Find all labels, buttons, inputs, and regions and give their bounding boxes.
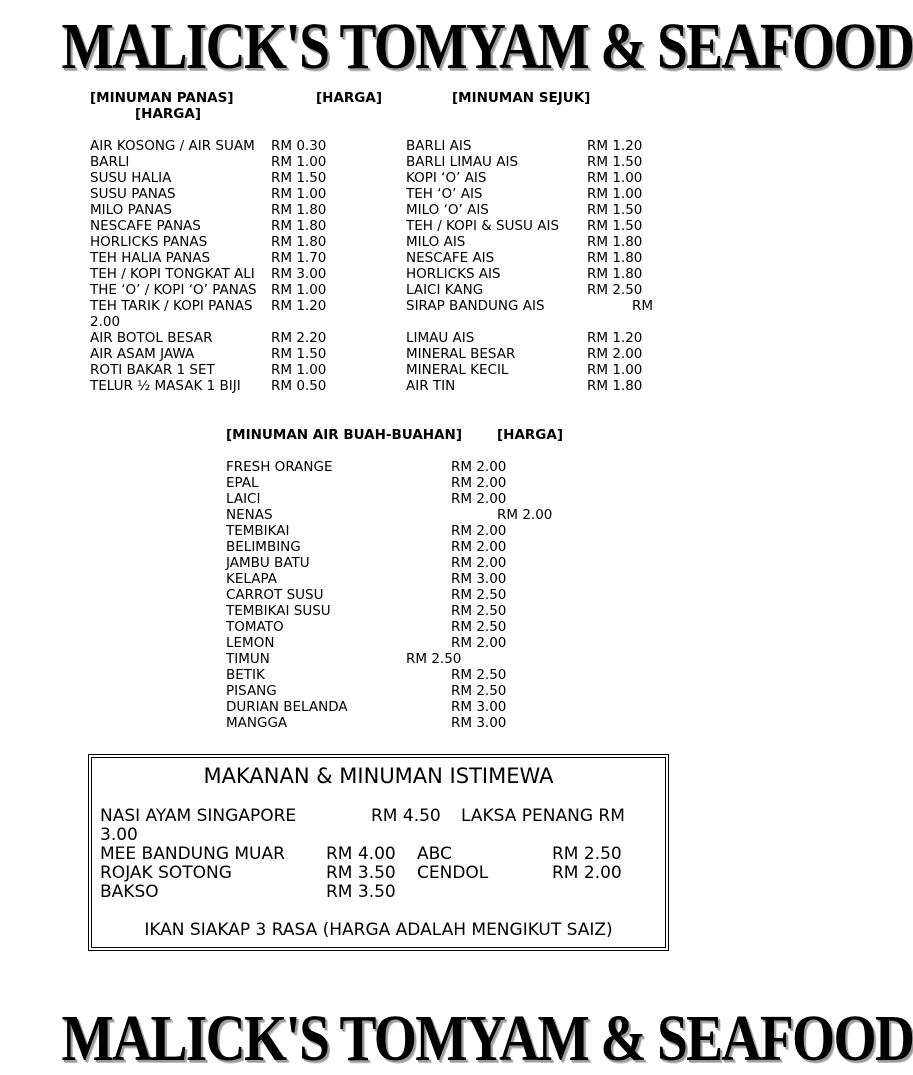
item-price: RM 2.00 <box>587 346 643 362</box>
restaurant-title: MALICK'S TOMYAM & SEAFOOD <box>61 10 913 83</box>
list-item <box>226 635 586 651</box>
list-item <box>226 507 586 523</box>
list-item <box>90 298 390 314</box>
item-price: RM 3.00 <box>451 715 507 731</box>
item-name: DURIAN BELANDA <box>226 699 348 715</box>
list-item <box>226 603 586 619</box>
fruit-drinks-header: [MINUMAN AIR BUAH-BUAHAN] <box>226 427 463 443</box>
special-rojak-price: RM 3.50 <box>326 863 396 883</box>
item-name: TELUR ½ MASAK 1 BIJI <box>90 378 241 394</box>
item-price: RM 1.70 <box>271 250 327 266</box>
list-item <box>406 378 706 394</box>
item-price: RM 1.00 <box>587 170 643 186</box>
item-name: NESCAFE PANAS <box>90 218 201 234</box>
list-item <box>226 683 586 699</box>
item-name: BETIK <box>226 667 265 683</box>
item-name: HORLICKS AIS <box>406 266 501 282</box>
item-name: MILO ‘O’ AIS <box>406 202 489 218</box>
list-item <box>406 362 706 378</box>
item-price: RM 1.20 <box>587 330 643 346</box>
list-item <box>90 170 390 186</box>
item-price: RM 1.00 <box>271 154 327 170</box>
fruit-drinks-list <box>226 459 586 731</box>
special-nasi-ayam: NASI AYAM SINGAPORE <box>100 806 297 826</box>
list-item <box>406 234 706 250</box>
item-price: RM 1.80 <box>587 266 643 282</box>
list-item <box>90 154 390 170</box>
item-price: RM 1.20 <box>587 138 643 154</box>
item-price: RM 2.00 <box>451 539 507 555</box>
specials-box <box>88 754 669 951</box>
item-name: LIMAU AIS <box>406 330 475 346</box>
item-name: AIR KOSONG / AIR SUAM <box>90 138 255 154</box>
item-name: TIMUN <box>226 651 270 667</box>
special-mee: MEE BANDUNG MUAR <box>100 844 285 864</box>
item-name: LAICI KANG <box>406 282 484 298</box>
list-item <box>226 667 586 683</box>
special-abc-price: RM 2.50 <box>552 844 622 864</box>
item-price: RM 2.50 <box>406 651 462 667</box>
item-price: RM 1.00 <box>587 362 643 378</box>
item-price: RM 3.00 <box>271 266 327 282</box>
item-price: RM 3.00 <box>451 571 507 587</box>
special-bakso-price: RM 3.50 <box>326 882 396 902</box>
list-item <box>90 266 390 282</box>
hot-price-header: [HARGA] <box>316 90 383 106</box>
list-item <box>90 346 390 362</box>
item-price: RM 2.00 <box>451 635 507 651</box>
item-price: RM 1.50 <box>271 170 327 186</box>
item-price: RM 2.00 <box>451 491 507 507</box>
item-name: TEH ‘O’ AIS <box>406 186 483 202</box>
list-item <box>226 539 586 555</box>
list-item <box>406 154 706 170</box>
item-name: KOPI ‘O’ AIS <box>406 170 487 186</box>
list-item <box>226 491 586 507</box>
cold-drinks-list <box>406 138 706 394</box>
item-price: RM 1.50 <box>587 202 643 218</box>
list-item <box>90 202 390 218</box>
item-name: SUSU HALIA <box>90 170 172 186</box>
list-item <box>90 330 390 346</box>
list-item <box>90 250 390 266</box>
item-price: RM 1.00 <box>271 186 327 202</box>
list-item <box>90 186 390 202</box>
item-name: PISANG <box>226 683 277 699</box>
item-name: FRESH ORANGE <box>226 459 333 475</box>
list-item <box>406 330 706 346</box>
item-name: MINERAL BESAR <box>406 346 516 362</box>
item-price: RM 1.80 <box>587 378 643 394</box>
list-item <box>406 266 706 282</box>
item-price: RM 1.00 <box>271 282 327 298</box>
item-name: AIR ASAM JAWA <box>90 346 195 362</box>
special-laksa-price: 3.00 <box>100 825 138 845</box>
item-name: TEH TARIK / KOPI PANAS <box>90 298 253 314</box>
item-name: 2.00 <box>90 314 121 330</box>
list-item <box>226 587 586 603</box>
hot-drinks-header: [MINUMAN PANAS] <box>90 90 234 106</box>
item-name: TEH / KOPI & SUSU AIS <box>406 218 560 234</box>
item-price: RM 1.80 <box>271 218 327 234</box>
item-price: RM <box>632 298 654 314</box>
item-price: RM 1.50 <box>587 218 643 234</box>
item-price: RM 1.50 <box>587 154 643 170</box>
item-price: RM 2.00 <box>451 475 507 491</box>
item-name: AIR TIN <box>406 378 456 394</box>
item-name: EPAL <box>226 475 259 491</box>
item-price: RM 0.50 <box>271 378 327 394</box>
special-cendol-price: RM 2.00 <box>552 863 622 883</box>
special-mee-price: RM 4.00 <box>326 844 396 864</box>
item-name: TEMBIKAI SUSU <box>226 603 331 619</box>
item-name: THE ‘O’ / KOPI ‘O’ PANAS <box>90 282 257 298</box>
item-price: RM 2.50 <box>587 282 643 298</box>
cold-drinks-header: [MINUMAN SEJUK] <box>452 90 591 106</box>
item-name: AIR BOTOL BESAR <box>90 330 213 346</box>
special-cendol: CENDOL <box>417 863 489 883</box>
list-item <box>226 715 586 731</box>
list-item <box>226 571 586 587</box>
list-item <box>90 314 390 330</box>
list-item <box>406 218 706 234</box>
list-item <box>226 523 586 539</box>
item-price: RM 2.20 <box>271 330 327 346</box>
item-name: BARLI AIS <box>406 138 472 154</box>
list-item <box>406 250 706 266</box>
list-item <box>226 651 586 667</box>
item-price: RM 2.50 <box>451 667 507 683</box>
special-abc: ABC <box>417 844 452 864</box>
list-item <box>226 555 586 571</box>
list-item <box>90 362 390 378</box>
item-name: KELAPA <box>226 571 277 587</box>
list-item <box>90 138 390 154</box>
item-price: RM 1.80 <box>271 202 327 218</box>
item-price: RM 2.00 <box>451 459 507 475</box>
item-name: BELIMBING <box>226 539 301 555</box>
item-name: ROTI BAKAR 1 SET <box>90 362 215 378</box>
item-name: TEMBIKAI <box>226 523 290 539</box>
item-price: RM 0.30 <box>271 138 327 154</box>
item-name: MINERAL KECIL <box>406 362 509 378</box>
special-rojak: ROJAK SOTONG <box>100 863 232 883</box>
list-item <box>226 459 586 475</box>
item-name: MILO AIS <box>406 234 466 250</box>
item-price: RM 1.20 <box>271 298 327 314</box>
item-price: RM 1.00 <box>587 186 643 202</box>
item-name: CARROT SUSU <box>226 587 324 603</box>
list-item <box>90 378 390 394</box>
item-name: TOMATO <box>226 619 284 635</box>
item-name: SIRAP BANDUNG AIS <box>406 298 545 314</box>
special-laksa: LAKSA PENANG RM <box>461 806 625 826</box>
item-price: RM 2.00 <box>451 555 507 571</box>
item-price: RM 1.80 <box>587 250 643 266</box>
list-item <box>406 186 706 202</box>
item-price: RM 2.50 <box>451 603 507 619</box>
item-name: HORLICKS PANAS <box>90 234 208 250</box>
item-price: RM 2.50 <box>451 587 507 603</box>
item-price: RM 1.80 <box>271 234 327 250</box>
list-item <box>406 138 706 154</box>
fruit-price-header: [HARGA] <box>497 427 564 443</box>
item-price: RM 1.50 <box>271 346 327 362</box>
item-price: RM 1.00 <box>271 362 327 378</box>
specials-box-inner <box>91 757 666 948</box>
special-ikan-siakap: IKAN SIAKAP 3 RASA (HARGA ADALAH MENGIKUT SAIZ) <box>144 920 613 940</box>
list-item <box>406 282 706 298</box>
list-item <box>90 234 390 250</box>
item-name: SUSU PANAS <box>90 186 176 202</box>
item-name: LAICI <box>226 491 261 507</box>
item-name: NENAS <box>226 507 273 523</box>
item-price: RM 3.00 <box>451 699 507 715</box>
list-item <box>90 218 390 234</box>
restaurant-title-repeat: MALICK'S TOMYAM & SEAFOOD <box>61 1002 913 1075</box>
item-name: TEH / KOPI TONGKAT ALI <box>90 266 255 282</box>
hot-drinks-list <box>90 138 390 394</box>
list-item <box>406 202 706 218</box>
item-name: MANGGA <box>226 715 288 731</box>
item-name: LEMON <box>226 635 275 651</box>
list-item <box>406 314 706 330</box>
item-name: BARLI LIMAU AIS <box>406 154 519 170</box>
list-item <box>226 699 586 715</box>
special-nasi-ayam-price: RM 4.50 <box>371 806 441 826</box>
specials-title: MAKANAN & MINUMAN ISTIMEWA <box>203 764 554 788</box>
list-item <box>406 298 706 314</box>
item-name: MILO PANAS <box>90 202 173 218</box>
item-price: RM 2.00 <box>451 523 507 539</box>
item-name: BARLI <box>90 154 130 170</box>
item-price: RM 1.80 <box>587 234 643 250</box>
list-item <box>226 475 586 491</box>
item-price: RM 2.50 <box>451 683 507 699</box>
item-price: RM 2.50 <box>451 619 507 635</box>
cold-price-header: [HARGA] <box>135 106 202 122</box>
item-name: NESCAFE AIS <box>406 250 495 266</box>
list-item <box>90 282 390 298</box>
item-name: TEH HALIA PANAS <box>90 250 211 266</box>
item-name: JAMBU BATU <box>226 555 310 571</box>
special-bakso: BAKSO <box>100 882 159 902</box>
list-item <box>406 346 706 362</box>
list-item <box>406 170 706 186</box>
list-item <box>226 619 586 635</box>
item-price: RM 2.00 <box>497 507 553 523</box>
